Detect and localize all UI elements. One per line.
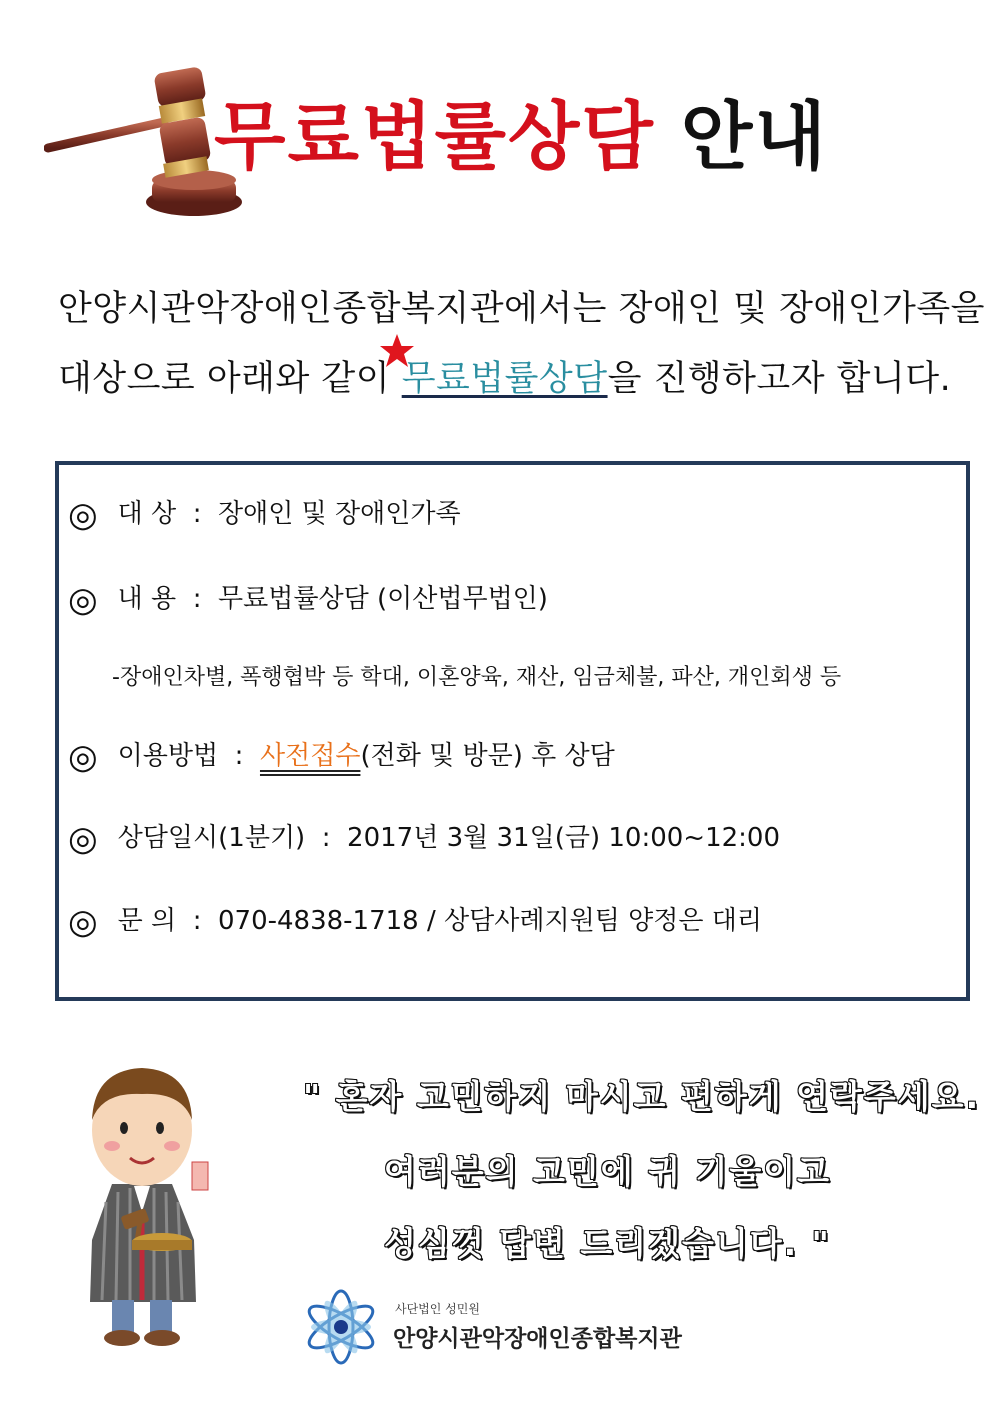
quote-line-1: " 혼자 고민하지 마시고 편하게 연락주세요. bbox=[303, 1077, 981, 1116]
info-sub-detail: -장애인차별, 폭행협박 등 학대, 이혼양육, 재산, 임금체불, 파산, 개인회생 등 bbox=[112, 665, 842, 690]
info-row-content bbox=[68, 580, 548, 620]
org-parent-name: 사단법인 성민원 bbox=[395, 1302, 480, 1316]
info-label: 대 상 bbox=[117, 499, 177, 529]
quote-line-3: 성심껏 답변 드리겠습니다. " bbox=[384, 1224, 831, 1263]
quote-line-2: 여러분의 고민에 귀 기울이고 bbox=[384, 1152, 832, 1191]
intro-highlight: 무료법률상담 bbox=[401, 359, 608, 399]
intro-line-2-after: 을 진행하고자 합니다. bbox=[607, 359, 952, 399]
title-highlight: 무료법률상담 bbox=[214, 94, 655, 180]
intro-line-1: 안양시관악장애인종합복지관에서는 장애인 및 장애인가족을 bbox=[58, 289, 985, 329]
intro-line-2-before: 대상으로 아래와 같이 bbox=[58, 359, 391, 399]
bullet-icon: ◎ bbox=[68, 819, 98, 859]
info-label: 상담일시(1분기) bbox=[117, 823, 306, 853]
info-label: 문 의 bbox=[117, 906, 177, 936]
info-label: 내 용 bbox=[117, 584, 177, 614]
info-value: 무료법률상담 (이산법무법인) bbox=[218, 584, 548, 614]
bullet-icon: ◎ bbox=[68, 495, 98, 535]
bullet-icon: ◎ bbox=[68, 580, 98, 620]
star-icon bbox=[378, 333, 416, 369]
info-sep: : bbox=[234, 741, 244, 771]
intro-line-2 bbox=[58, 359, 952, 399]
info-row-target bbox=[68, 495, 461, 535]
bullet-icon: ◎ bbox=[68, 902, 98, 942]
info-value: 장애인 및 장애인가족 bbox=[218, 499, 461, 529]
info-row-datetime bbox=[68, 819, 781, 859]
info-sep: : bbox=[192, 584, 202, 614]
org-name: 안양시관악장애인종합복지관 bbox=[393, 1326, 682, 1352]
info-sep: : bbox=[192, 906, 202, 936]
info-sep: : bbox=[192, 499, 202, 529]
info-value: 2017년 3월 31일(금) 10:00~12:00 bbox=[347, 823, 781, 853]
info-row-contact bbox=[68, 902, 762, 942]
org-logo-icon bbox=[296, 1283, 386, 1371]
page-title bbox=[214, 94, 828, 180]
bullet-icon: ◎ bbox=[68, 737, 98, 777]
lawyer-character-icon bbox=[72, 1062, 212, 1348]
title-rest: 안내 bbox=[680, 94, 828, 180]
info-row-method bbox=[68, 737, 615, 777]
info-value: 070-4838-1718 / 상담사례지원팀 양정은 대리 bbox=[218, 906, 762, 936]
info-sep: : bbox=[321, 823, 331, 853]
info-label: 이용방법 bbox=[117, 741, 219, 771]
info-value: (전화 및 방문) 후 상담 bbox=[360, 741, 615, 771]
info-value-highlight: 사전접수 bbox=[259, 741, 361, 771]
